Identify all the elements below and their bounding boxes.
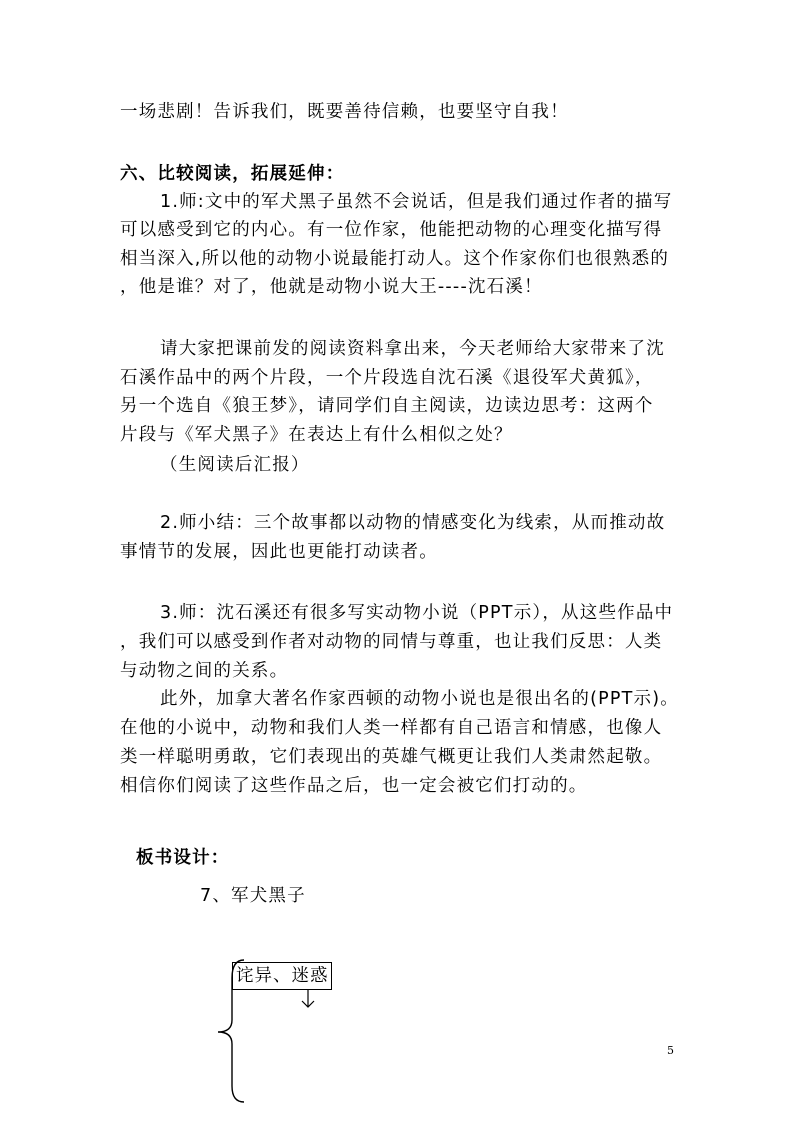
paragraph-line: ，他是谁？对了，他就是动物小说大王----沈石溪！: [120, 277, 543, 297]
paragraph-line: 片段与《军犬黑子》在表达上有什么相似之处？: [120, 425, 513, 445]
arrow-down-icon: [298, 990, 318, 1010]
paragraph-line: ，我们可以感受到作者对动物的同情与尊重，也让我们反思：人类: [120, 632, 663, 652]
paragraph-line: 石溪作品中的两个片段，一个片段选自沈石溪《退役军犬黄狐》，: [120, 368, 654, 388]
paragraph-line: 在他的小说中，动物和我们人类一样都有自己语言和情感，也像人: [120, 718, 663, 738]
paragraph-line: 相当深入,所以他的动物小说最能打动人。这个作家你们也很熟悉的: [120, 249, 670, 269]
section-heading: 六、比较阅读，拓展延伸：: [120, 164, 345, 184]
paragraph-line: 2.师小结：三个故事都以动物的情感变化为线索，从而推动故: [160, 513, 666, 533]
page-number: 5: [667, 1044, 674, 1057]
board-item-box: 诧异、迷惑: [232, 962, 332, 990]
board-heading: 板书设计：: [136, 848, 230, 868]
paragraph-line: （生阅读后汇报）: [160, 455, 310, 475]
paragraph-line: 一场悲剧！告诉我们，既要善待信赖，也要坚守自我！: [120, 102, 569, 122]
paragraph-line: 1.师:文中的军犬黑子虽然不会说话，但是我们通过作者的描写: [160, 192, 673, 212]
paragraph-line: 类一样聪明勇敢，它们表现出的英雄气概更让我们人类肃然起敬。: [120, 747, 663, 767]
paragraph-line: 此外，加拿大著名作家西顿的动物小说也是很出名的(PPT示)。: [160, 689, 679, 709]
paragraph-line: 与动物之间的关系。: [120, 661, 289, 681]
paragraph-line: 请大家把课前发的阅读资料拿出来，今天老师给大家带来了沈: [160, 339, 665, 359]
paragraph-line: 3.师：沈石溪还有很多写实动物小说（PPT示），从这些作品中: [160, 603, 674, 623]
paragraph-line: 另一个选自《狼王梦》，请同学们自主阅读，边读边思考：这两个: [120, 396, 654, 416]
board-title: 7、军犬黑子: [200, 886, 306, 906]
paragraph-line: 事情节的发展，因此也更能打动读者。: [120, 542, 438, 562]
paragraph-line: 可以感受到它的内心。有一位作家，他能把动物的心理变化描写得: [120, 220, 663, 240]
paragraph-line: 相信你们阅读了这些作品之后，也一定会被它们打动的。: [120, 776, 588, 796]
